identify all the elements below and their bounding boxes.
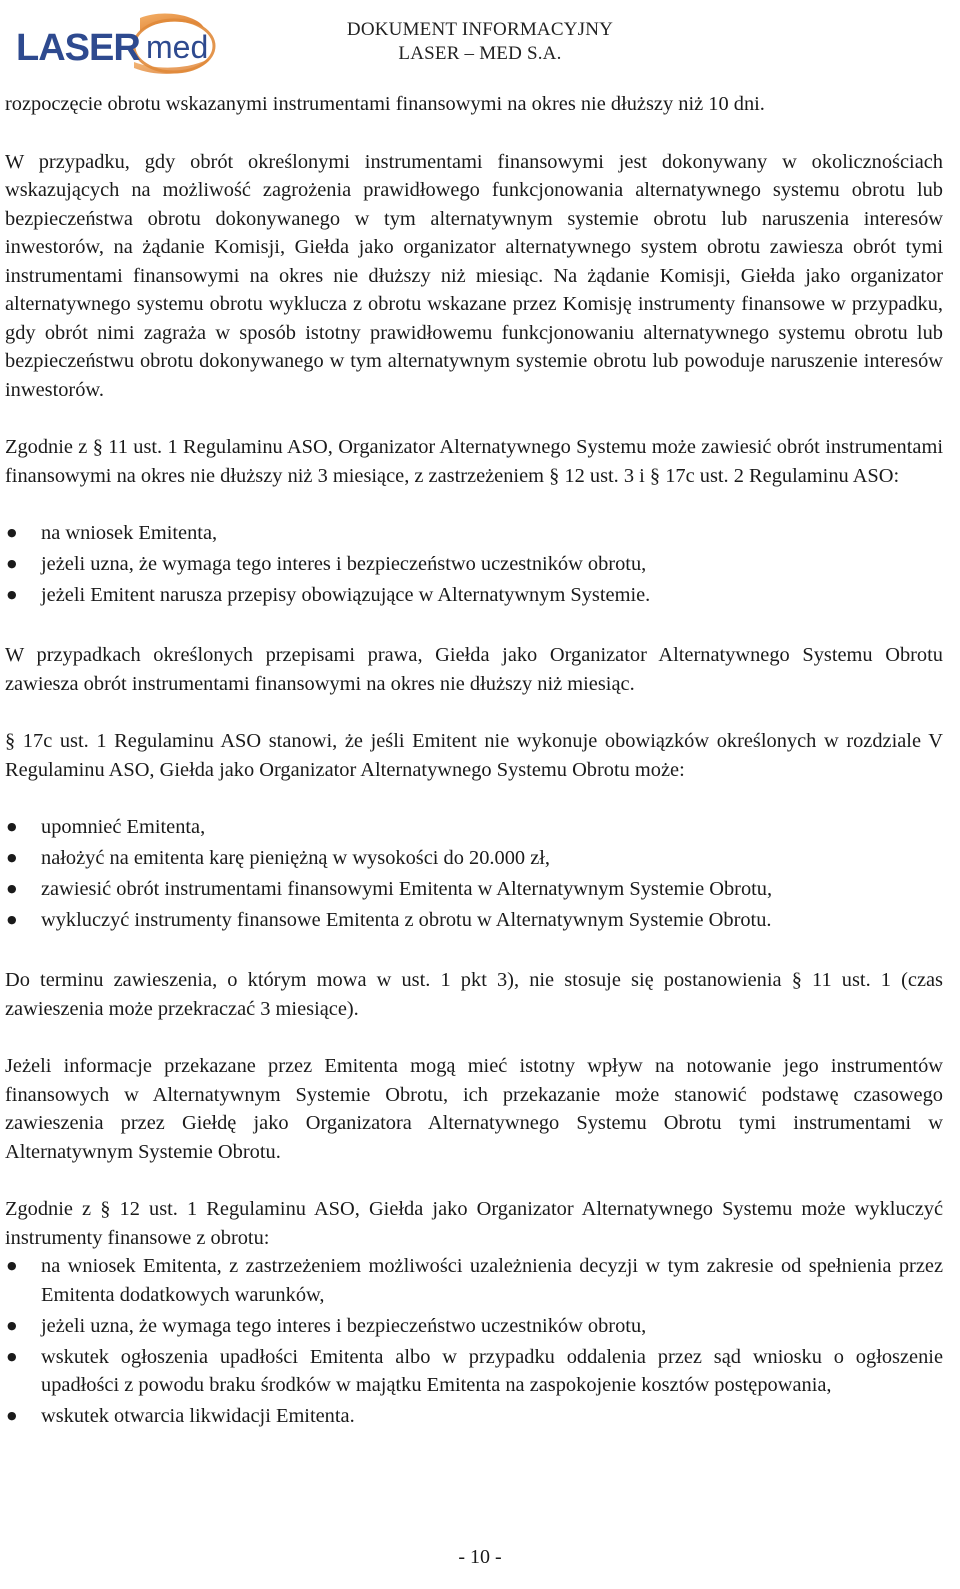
list-item: ● wykluczyć instrumenty finansowe Emitenta z obrotu w Alternatywnym Systemie Obrotu. [5,906,943,935]
paragraph-4: W przypadkach określonych przepisami prawa, Giełda jako Organizator Alternatywnego Systemu Obrotu zawiesza obrót instrumentami finansowymi na okres nie dłuższy niż miesiąc. [5,644,943,695]
paragraph-2 [5,148,943,405]
list-item: ● jeżeli uzna, że wymaga tego interes i bezpieczeństwo uczestników obrotu, [5,1312,943,1341]
list-item: ● upomnieć Emitenta, [5,813,943,842]
list-item: ● jeżeli Emitent narusza przepisy obowiązujące w Alternatywnym Systemie. [5,581,943,610]
paragraph-3: Zgodnie z § 11 ust. 1 Regulaminu ASO, Organizator Alternatywnego Systemu może zawiesić obrót instrumentami finansowymi na okres nie dłuższy niż 3 miesiące, z zastrzeżeniem § 12 ust. 3 i § 17c ust. 2 Regulaminu ASO: [5,436,943,487]
page-number: - 10 - [458,1546,502,1568]
bullet-icon [7,1252,29,1284]
document-body [5,90,943,1433]
bullet-icon [7,1312,29,1344]
bullet-list-3 [5,1252,943,1431]
paragraph-7: Jeżeli informacje przekazane przez Emitenta mogą mieć istotny wpływ na notowanie jego instrumentów finansowych w Alternatywnym Systemie Obrotu, ich przekazanie może stanowić podstawę czasowego zawieszenia przez Giełdę jako Organizatora Alternatywnego Systemu Obrotu tymi instrumentami w Alternatywnym Systemie Obrotu. [5,1055,943,1163]
document-title-line1: DOKUMENT INFORMACYJNY [346,19,614,40]
bullet-icon [7,906,29,938]
list-item: ● zawiesić obrót instrumentami finansowymi Emitenta w Alternatywnym Systemie Obrotu, [5,875,943,904]
list-item: ● na wniosek Emitenta, z zastrzeżeniem możliwości uzależnienia decyzji w tym zakresie od spełnienia przez Emitenta dodatkowych warunków, [5,1252,943,1309]
svg-text:med: med [146,29,209,65]
bullet-icon [7,844,29,876]
bullet-icon [7,1343,29,1375]
paragraph-6: Do terminu zawieszenia, o którym mowa w ust. 1 pkt 3), nie stosuje się postanowienia § 11 ust. 1 (czas zawieszenia może przekraczać 3 miesiące). [5,969,943,1020]
paragraph-1: rozpoczęcie obrotu wskazanymi instrumentami finansowymi na okres nie dłuższy niż 10 dni. [5,93,765,115]
svg-text:LASER: LASER [16,27,140,69]
document-title-line2: LASER – MED S.A. [398,43,562,64]
paragraph-2a: W przypadku, gdy obrót określonymi instrumentami finansowymi jest dokonywany w okolicznościach wskazujących na możliwość zagrożenia prawidłowego funkcjonowania alternatywnego systemu obrotu lub bezpieczeństwa obrotu dokonywanego w tym alternatywnym systemie obrotu lub naruszenia interesów inwestorów, na żądanie Komisji, Giełda jako organizator alternatywnego system obrotu zawiesza obrót tymi instrumentami finansowymi na okres nie dłuższy niż miesiąc. [5,150,943,287]
list-item: ● na wniosek Emitenta, [5,519,943,548]
bullet-icon [7,1402,29,1434]
page-header [0,0,960,80]
document-title [290,18,670,66]
bullet-icon [7,813,29,845]
list-item: ● wskutek ogłoszenia upadłości Emitenta albo w przypadku oddalenia przez sąd wniosku o ogłoszenie upadłości z powodu braku środków w majątku Emitenta na zaspokojenie kosztów postępowania, [5,1343,943,1400]
bullet-icon [7,519,29,551]
paragraph-2b: Na żądanie Komisji, Giełda jako organizator alternatywnego systemu obrotu wyklucza z obrotu wskazane przez Komisję instrumenty finansowe w przypadku, gdy obrót nimi zagraża w sposób istotny prawidłowemu funkcjonowaniu alternatywnego systemu obrotu lub bezpieczeństwu obrotu dokonywanego w tym alternatywnym systemie obrotu lub powoduje naruszenie interesów inwestorów. [5,264,943,401]
list-item: ● wskutek otwarcia likwidacji Emitenta. [5,1402,943,1431]
paragraph-8: Zgodnie z § 12 ust. 1 Regulaminu ASO, Giełda jako Organizator Alternatywnego Systemu może wykluczyć instrumenty finansowe z obrotu: [5,1198,943,1249]
bullet-icon [7,581,29,613]
bullet-list-1 [5,519,943,610]
list-item: ● jeżeli uzna, że wymaga tego interes i bezpieczeństwo uczestników obrotu, [5,550,943,579]
bullet-icon [7,550,29,582]
paragraph-5: § 17c ust. 1 Regulaminu ASO stanowi, że jeśli Emitent nie wykonuje obowiązków określonych w rozdziale V Regulaminu ASO, Giełda jako Organizator Alternatywnego Systemu Obrotu może: [5,730,943,781]
laser-med-logo [14,10,229,78]
bullet-list-2 [5,813,943,935]
bullet-icon [7,875,29,907]
list-item: ● nałożyć na emitenta karę pieniężną w wysokości do 20.000 zł, [5,844,943,873]
